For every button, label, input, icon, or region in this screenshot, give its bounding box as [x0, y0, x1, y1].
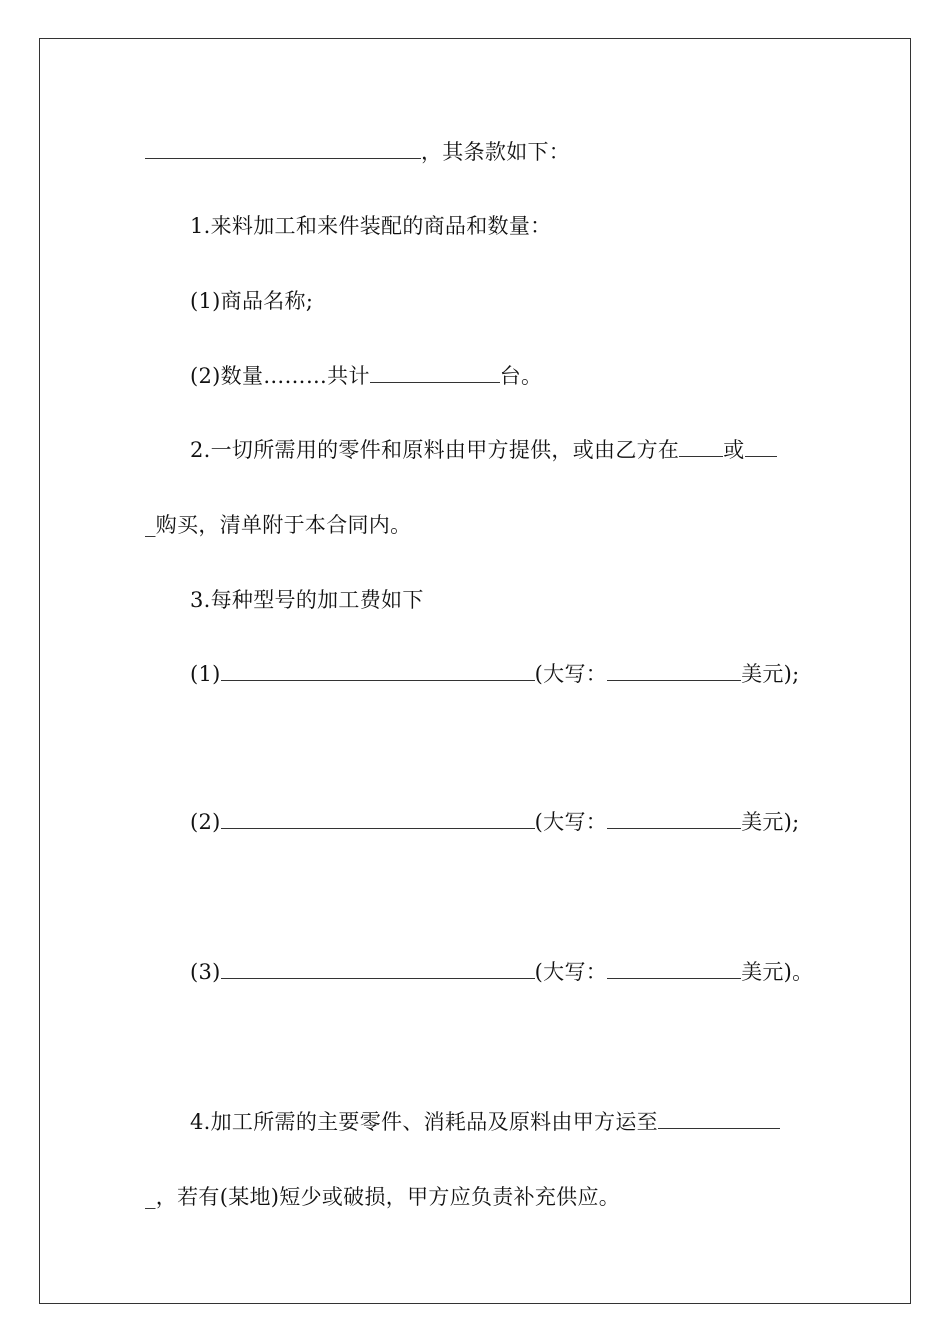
fee-label: (1): [190, 662, 221, 686]
blank-fee-capital[interactable]: [607, 660, 741, 681]
fee-line-1: [190, 660, 800, 688]
blank-fee-amount[interactable]: [221, 958, 535, 979]
blank-place-2[interactable]: [745, 436, 777, 457]
fee-capital-label: (大写：: [534, 960, 608, 984]
item1-heading: 1.来料加工和来件装配的商品和数量：: [190, 214, 552, 238]
fee-capital-label: (大写：: [534, 662, 608, 686]
item1-qty-prefix: (2)数量………共计: [190, 364, 370, 388]
fee-label: (3): [190, 960, 221, 984]
item4-line2: _，若有(某地)短少或破损，甲方应负责补充供应。: [145, 1185, 621, 1209]
fee-line-3: [190, 958, 813, 986]
fee-unit: 美元);: [741, 810, 800, 834]
item4-prefix: 4.加工所需的主要零件、消耗品及原料由甲方运至: [190, 1110, 658, 1134]
blank-fee-capital[interactable]: [607, 958, 741, 979]
blank-party[interactable]: [145, 138, 421, 159]
blank-fee-amount[interactable]: [221, 808, 535, 829]
intro-line: [145, 138, 570, 166]
item2-or: 或: [723, 438, 745, 462]
item3-heading: 3.每种型号的加工费如下: [190, 588, 424, 612]
blank-fee-amount[interactable]: [221, 660, 535, 681]
blank-destination[interactable]: [658, 1108, 780, 1129]
blank-place-1[interactable]: [679, 436, 723, 457]
intro-suffix: ，其条款如下：: [421, 140, 571, 164]
item1-qty-suffix: 台。: [499, 364, 543, 388]
fee-label: (2): [190, 810, 221, 834]
item2-line1: [190, 436, 777, 464]
item4-line1: [190, 1108, 780, 1136]
fee-unit: 美元);: [741, 662, 800, 686]
item1-quantity: [190, 362, 542, 390]
item2-line2: _购买，清单附于本合同内。: [145, 513, 412, 537]
fee-unit: 美元)。: [741, 960, 814, 984]
item2-prefix: 2.一切所需用的零件和原料由甲方提供，或由乙方在: [190, 438, 680, 462]
item1-name: (1)商品名称;: [190, 289, 314, 313]
blank-fee-capital[interactable]: [607, 808, 741, 829]
fee-capital-label: (大写：: [534, 810, 608, 834]
blank-quantity[interactable]: [370, 362, 500, 383]
fee-line-2: [190, 808, 800, 836]
